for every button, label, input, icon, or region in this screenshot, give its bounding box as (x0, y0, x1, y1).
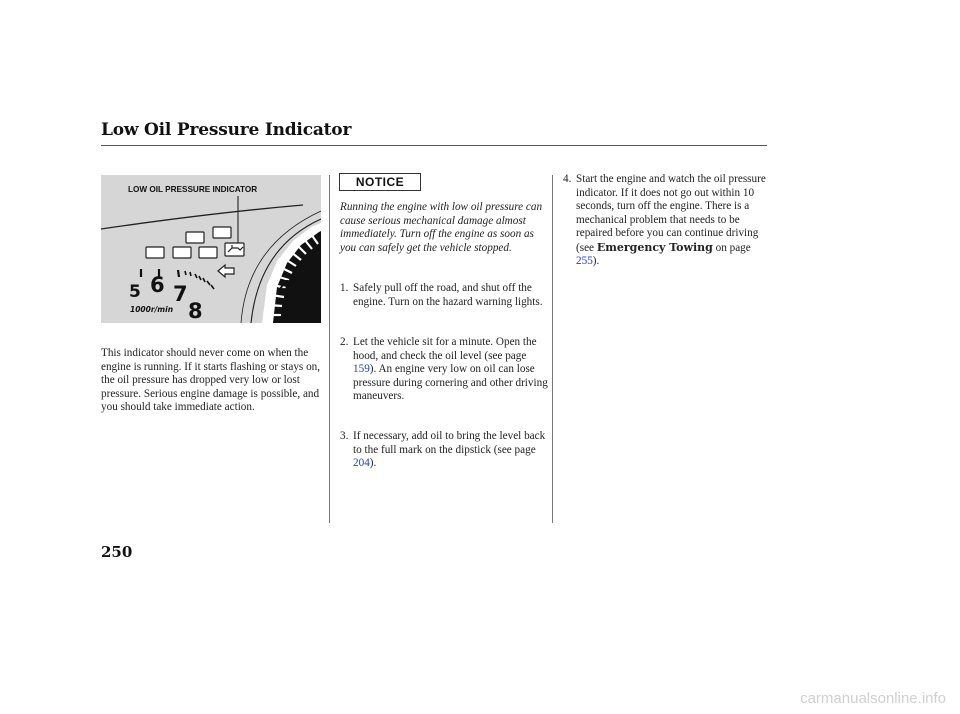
page-link-204[interactable]: 204 (353, 457, 370, 469)
step-3 (340, 430, 552, 471)
notice-text: Running the engine with low oil pressure can cause serious mechanical damage almost immediately. Turn off the engine as soon as you can safely get the vehicle stopped. (340, 201, 543, 254)
step-text-part: ). (592, 255, 600, 267)
page-link-159[interactable]: 159 (353, 363, 370, 375)
tach-number-6: 6 (150, 273, 165, 297)
step-text (563, 173, 771, 269)
speed-number-40: 40 (279, 277, 305, 298)
step-text-part: ). (369, 457, 377, 469)
column-divider-right (552, 175, 553, 523)
tach-unit-label: 1000r/min (130, 305, 174, 314)
step-2 (340, 336, 552, 404)
step-text: Safely pull off the road, and shut off the engine. Turn on the hazard warning lights. (353, 282, 543, 308)
step-number: 3. (340, 430, 349, 442)
column-divider-left (329, 175, 330, 523)
step-text-part: Let the vehicle sit for a minute. Open the hood, and check the oil level (see page (353, 336, 537, 362)
intro-paragraph: This indicator should never come on when the engine is running. If it starts flashing or stays on, the oil pressure has dropped very low or lost pressure. Serious engine damage is possible, and you should take immediate action. (101, 347, 321, 413)
tach-number-8: 8 (188, 299, 203, 323)
title-rule (101, 145, 767, 146)
notice-box (339, 173, 421, 191)
instrument-cluster-figure (101, 175, 321, 323)
step-text-part: Start the engine and watch the oil pressure indicator. If it does not go out within 10 seconds, turn off the engine. There is a mechanical problem that needs to be repaired before you can continue driving (see (576, 173, 766, 254)
watermark: carmanualsonline.info (800, 690, 946, 707)
step-4 (563, 173, 771, 269)
tach-number-7: 7 (173, 282, 188, 306)
notice-label: NOTICE (355, 175, 405, 189)
step-text (340, 430, 552, 471)
step-text-part: on page (712, 241, 751, 254)
page-title: Low Oil Pressure Indicator (101, 120, 352, 140)
step-text-part: If necessary, add oil to bring the level back to the full mark on the dipstick (see page (353, 430, 546, 456)
step-text-part: ). An engine very low on oil can lose pressure during cornering and other driving maneuvers. (353, 363, 548, 402)
page-number: 250 (101, 543, 133, 561)
page-link-255[interactable]: 255 (576, 255, 593, 267)
step-number: 4. (563, 173, 572, 185)
step-number: 1. (340, 282, 349, 294)
tach-number-5: 5 (129, 282, 141, 302)
step-number: 2. (340, 336, 349, 348)
step-text (340, 336, 552, 404)
step-1 (340, 282, 552, 309)
emergency-towing-ref: Emergency Towing (596, 240, 713, 254)
figure-label: LOW OIL PRESSURE INDICATOR (128, 185, 258, 194)
